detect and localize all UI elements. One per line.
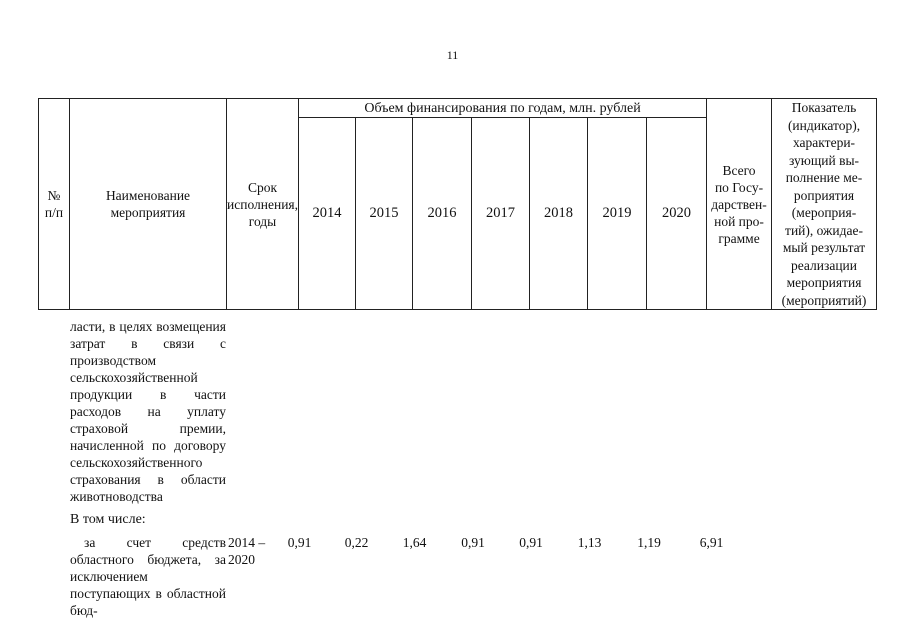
financing-table-header bbox=[38, 98, 877, 310]
value-2018: 0,91 bbox=[519, 535, 543, 550]
col-header-name-text: Наименование мероприятия bbox=[105, 188, 191, 220]
value-2015: 0,22 bbox=[344, 535, 369, 550]
value-2016: 1,64 bbox=[402, 535, 427, 550]
col-header-number bbox=[39, 99, 70, 310]
col-header-total-text: Всего по Госу- дарствен- ной про- грамме bbox=[711, 162, 767, 246]
col-header-year: 2015 bbox=[356, 118, 413, 310]
col-header-term-text: Срок исполнения, годы bbox=[227, 179, 299, 229]
value-2020: 1,19 bbox=[637, 535, 661, 550]
col-header-indicator bbox=[772, 99, 877, 310]
value-2019: 1,13 bbox=[577, 535, 602, 550]
col-header-year: 2020 bbox=[647, 118, 707, 310]
col-header-term bbox=[227, 99, 299, 310]
col-header-number-text: № п/п bbox=[44, 188, 64, 220]
col-header-indicator-text: Показатель (индикатор), характери- зующий вы- полнение ме- роприятия (мероприя- тий), ожидае- мый результат реализации мероприятия (мероприятий) bbox=[781, 100, 867, 308]
value-2017: 0,91 bbox=[461, 535, 485, 550]
measure-name-continuation: ласти, в целях возмещения затрат в связи с производством сельскохозяйственной продукции в части расходов на уплату страховой премии, начисленной по договору сельскохозяйственного страхования в области животноводства bbox=[70, 319, 226, 504]
page-number: 11 bbox=[446, 48, 459, 62]
sub-item-term: 2014 – 2020 bbox=[228, 535, 266, 567]
col-header-total bbox=[707, 99, 772, 310]
value-total: 6,91 bbox=[699, 535, 724, 550]
value-2014: 0,91 bbox=[287, 535, 312, 550]
col-header-funding bbox=[299, 99, 707, 118]
col-header-name bbox=[70, 99, 227, 310]
including-label: В том числе: bbox=[70, 512, 146, 527]
col-header-year: 2017 bbox=[472, 118, 530, 310]
col-header-funding-text: Объем финансирования по годам, млн. рублей bbox=[364, 100, 641, 116]
col-header-year: 2018 bbox=[530, 118, 588, 310]
col-header-year: 2014 bbox=[299, 118, 356, 310]
sub-item-name: за счет средств областного бюджета, за исключением поступающих в областной бюд- bbox=[70, 535, 226, 618]
col-header-year: 2016 bbox=[413, 118, 472, 310]
col-header-year: 2019 bbox=[588, 118, 647, 310]
